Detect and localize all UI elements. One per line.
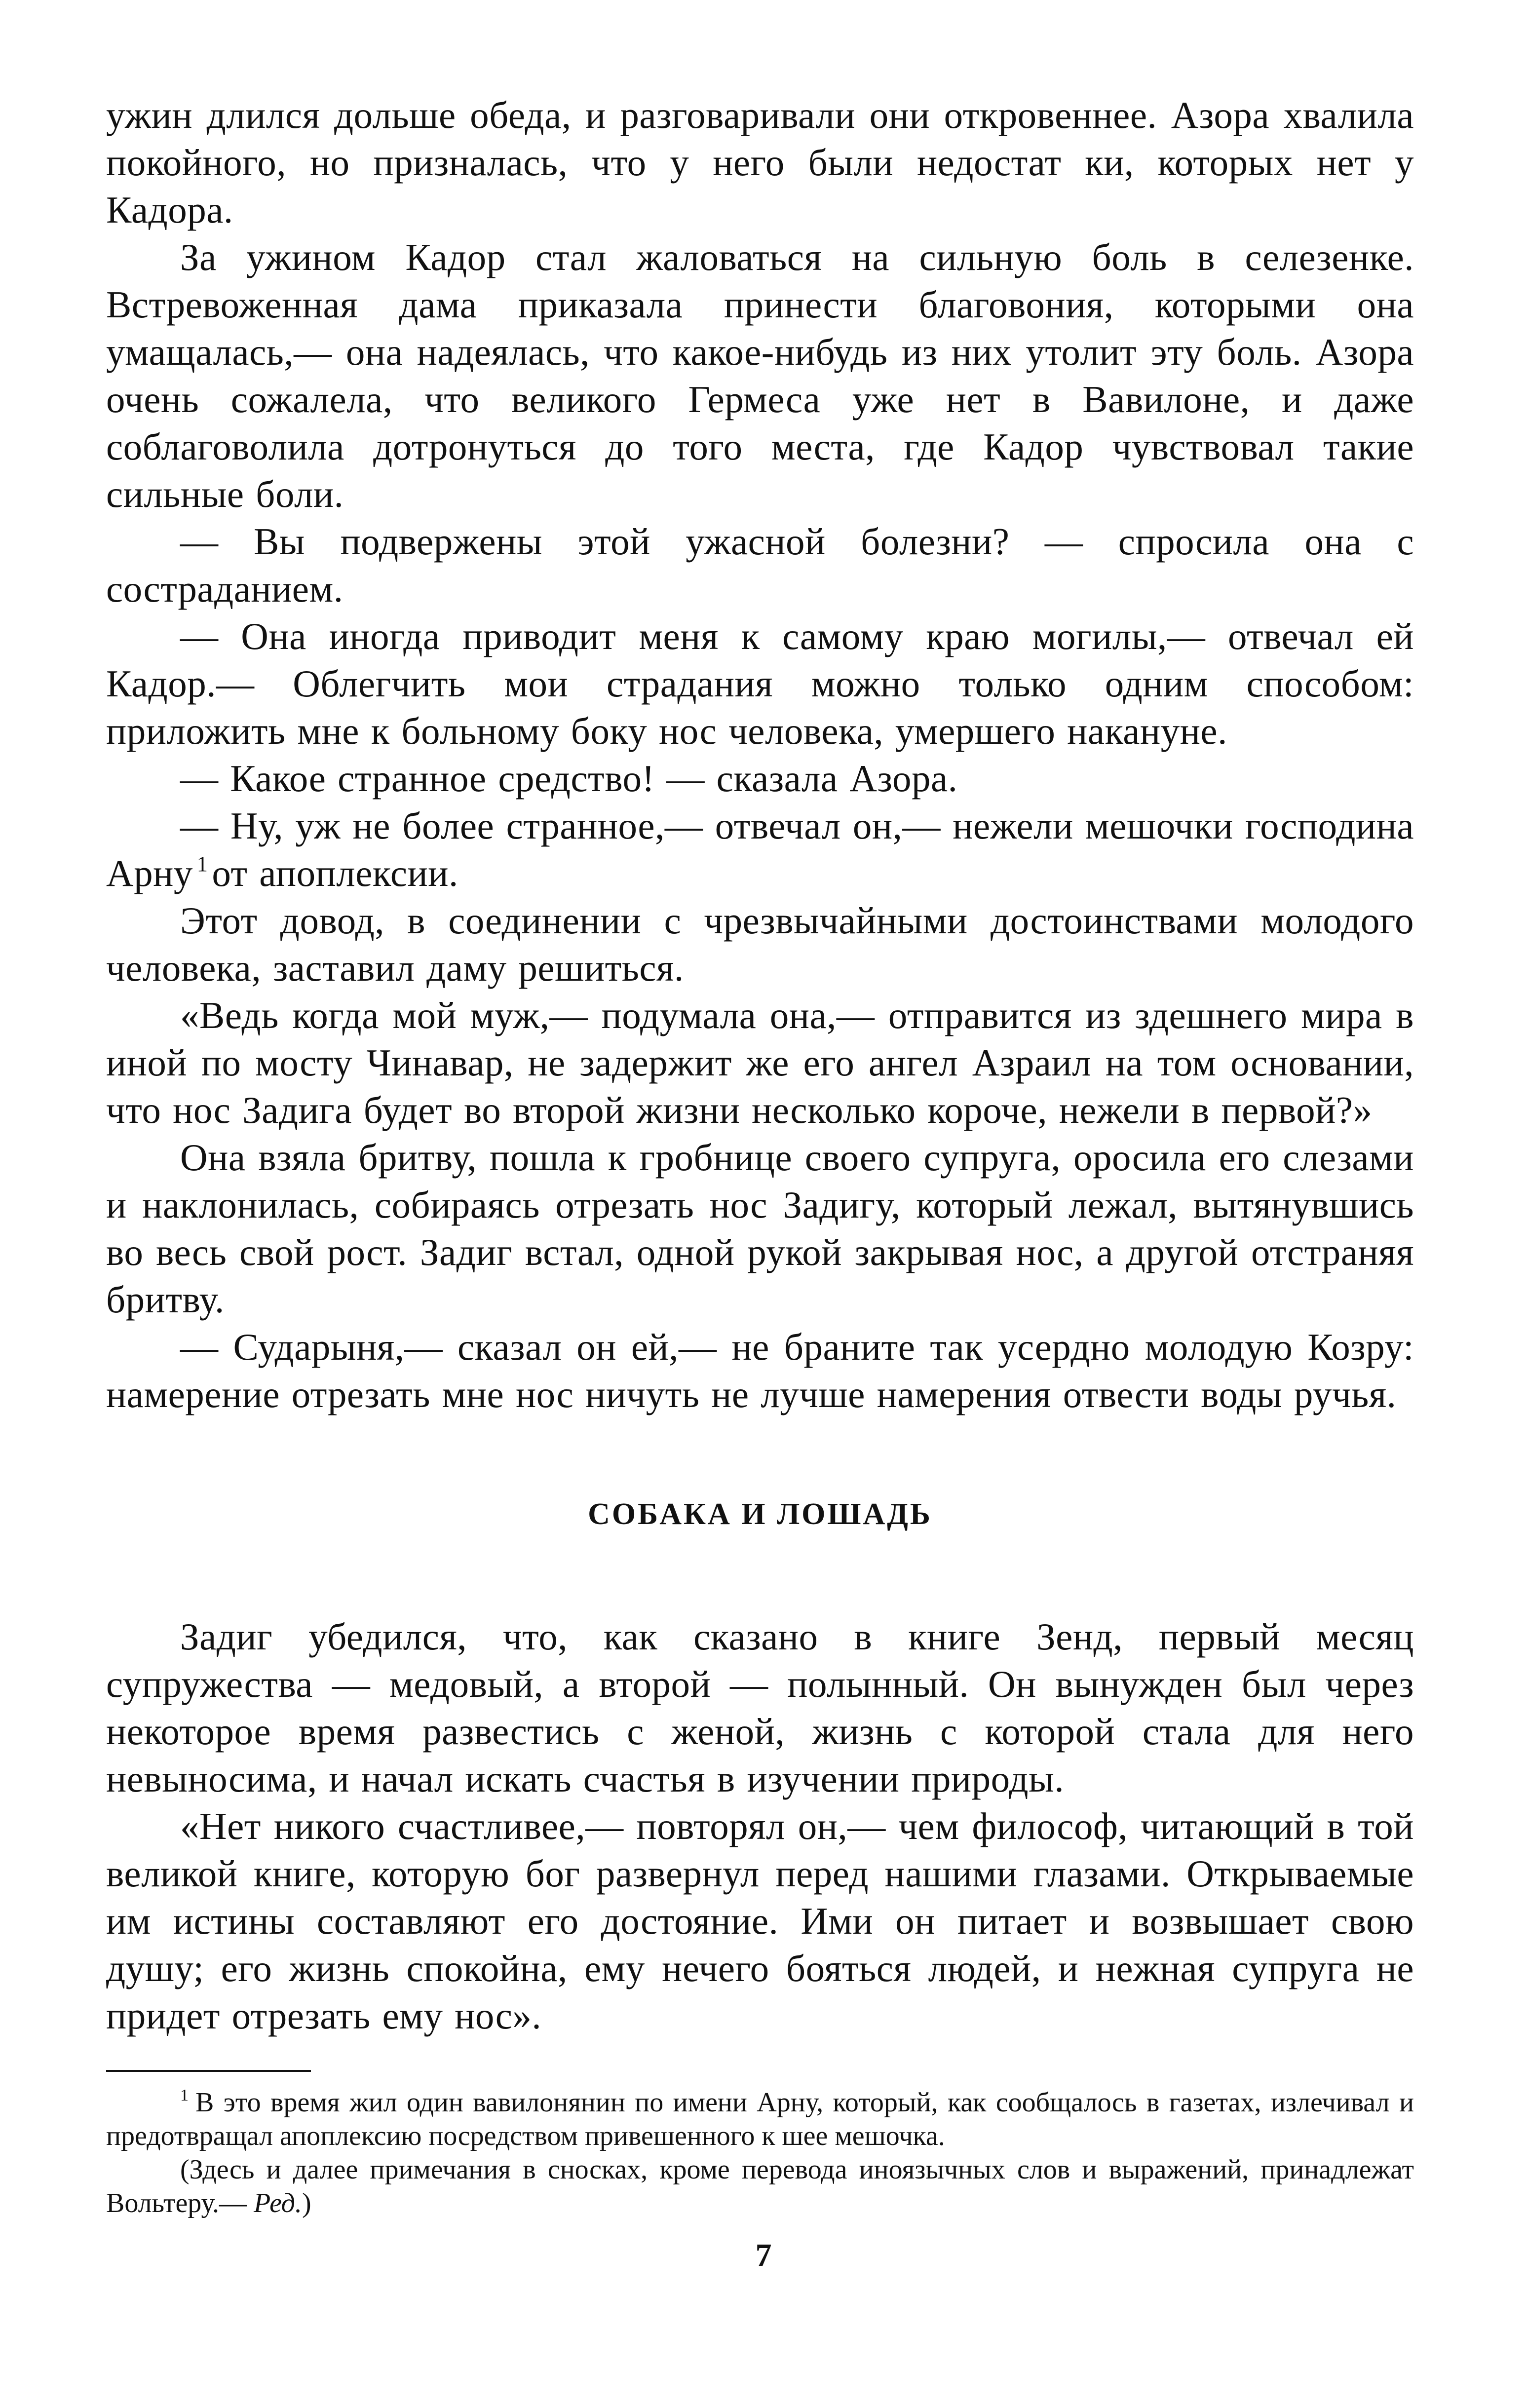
paragraph-razor: Она взяла бритву, пошла к гробнице своего супруга, оросила его слезами и наклонилась, собираясь отрезать нос Задигу, который лежал, вытянувшись во весь свой рост. Задиг встал, одной рукой закрывая нос, а другой отстраняя бритву. <box>106 1136 1414 1321</box>
paragraph-supper: ужин длился дольше обеда, и разговаривали они откровеннее. Азора хвалила покойного, но призналась, что у него были недостат ки, которых нет у Кадора. <box>106 94 1414 231</box>
section-heading: СОБАКА И ЛОШАДЬ <box>588 1497 932 1531</box>
editor-abbreviation: Ред. <box>253 2188 302 2218</box>
footnote-divider <box>106 2070 311 2072</box>
paragraph-azora-thought: «Ведь когда мой муж,— подумала она,— отправится из здешнего мира в иной по мосту Чинавар, не задержит же его ангел Азраил на том основании, что нос Задига будет во второй жизни несколько короче, нежели в первой?» <box>106 994 1414 1131</box>
book-page <box>106 91 1414 2220</box>
paragraph-spleen-pain: За ужином Кадор стал жаловаться на сильную боль в селезенке. Встревоженная дама приказала принести благовония, которыми она умащалась,— она надеялась, что какое-нибудь из них утолит эту боль. Азора очень сожалела, что великого Гермеса уже нет в Вавилоне, и даже соблаговолила дотронуться до того места, где Кадор чувствовал такие сильные боли. <box>106 236 1414 515</box>
paragraph-azora-question: — Вы подвержены этой ужасной болезни? — спросила она с состраданием. <box>106 520 1414 610</box>
editor-note <box>106 2153 1414 2220</box>
paragraph-madam: — Сударыня,— сказал он ей,— не браните так усердно молодую Козру: намерение отрезать мне нос ничуть не лучше намерения отвести воды ручья. <box>106 1326 1414 1415</box>
paragraph-zend-book: Задиг убедился, что, как сказано в книге Зенд, первый месяц супружества — медовый, а второй — полынный. Он вынужден был через некоторое время развестись с женой, жизнь с которой стала для него невыносима, и начал искать счастья в изучении природы. <box>106 1615 1414 1800</box>
paragraph-strange-remedy: — Какое странное средство! — сказала Азора. <box>180 757 958 800</box>
footnote-reference[interactable]: 1 <box>196 852 208 876</box>
paragraph-kador-answer: — Она иногда приводит меня к самому краю могилы,— отвечал ей Кадор.— Облегчить мои страдания можно только одним способом: приложить мне к больному боку нос человека, умершего накануне. <box>106 615 1414 752</box>
editor-note-text: (Здесь и далее примечания в сносках, кроме перевода иноязычных слов и выражений, принадлежат Вольтеру.— <box>106 2154 1414 2218</box>
page-number: 7 <box>755 2237 772 2273</box>
arnu-text-before: — Ну, уж не более странное,— отвечал он,— нежели мешочки господина Арну <box>106 804 1414 894</box>
editor-note-close: ) <box>302 2188 311 2218</box>
arnu-text-after: от апоплексии. <box>212 852 458 894</box>
footnote-marker: 1 <box>180 2086 189 2104</box>
paragraph-arnu-bags <box>106 802 1414 897</box>
paragraph-philosopher: «Нет никого счастливее,— повторял он,— чем философ, читающий в той великой книге, которую бог развернул перед нашими глазами. Открываемые им истины составляют его достояние. Ими он питает и возвышает свою душу; его жизнь спокойна, ему нечего бояться людей, и нежная супруга не придет отрезать ему нос». <box>106 1805 1414 2037</box>
footnote-arnu <box>106 2086 1414 2153</box>
footnote-text: В это время жил один вавилонянин по имени Арну, который, как сообщалось в газетах, излечивал и предотвращал апоплексию посредством привешенного к шее мешочка. <box>106 2087 1414 2151</box>
paragraph-argument: Этот довод, в соединении с чрезвычайными достоинствами молодого человека, заставил даму решиться. <box>106 899 1414 989</box>
